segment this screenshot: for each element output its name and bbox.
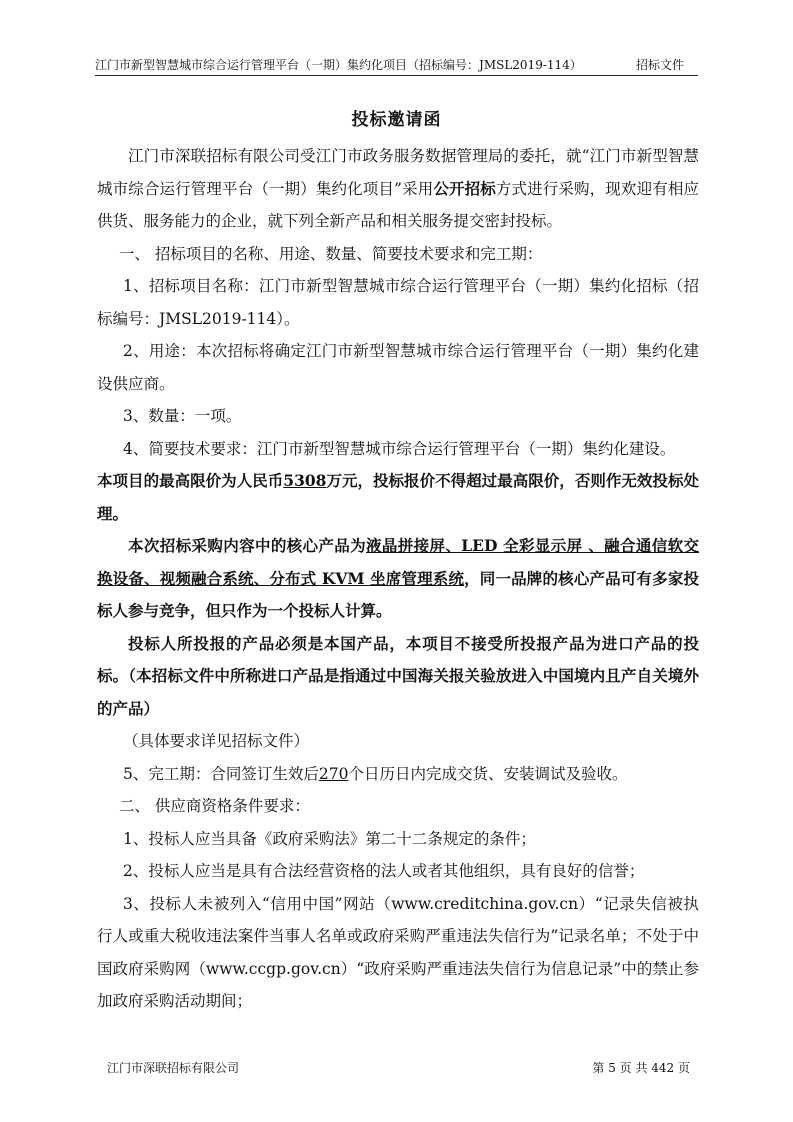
- header-document-type: 招标文件: [635, 58, 684, 72]
- item-2-purpose: 2、用途：本次招标将确定江门市新型智慧城市综合运行管理平台（一期）集约化建设供应商。: [97, 342, 699, 393]
- page-number: 第 5 页 共 442 页: [592, 1061, 690, 1075]
- item-5-completion-period: 5、完工期：合同签订生效后270个日历日内完成交货、安装调试及验收。: [123, 764, 628, 783]
- item-3-quantity: 3、数量：一项。: [123, 407, 242, 425]
- page-header: [95, 55, 698, 76]
- footer-company: 江门市深联招标有限公司: [107, 1061, 240, 1075]
- domestic-products-paragraph: 投标人所投报的产品必须是本国产品，本项目不接受所投报产品为进口产品的投标。（本招标文件中所称进口产品是指通过中国海关报关验放进入中国境内且产自关境外的产品）: [97, 633, 699, 718]
- page-footer: [107, 1059, 690, 1079]
- core-products-list: 液晶拼接屏、LED 全彩显示屏 、融合通信软交换设备、视频融合系统、分布式 KVM 坐席管理系统: [97, 536, 699, 588]
- document-title: 投标邀请函: [351, 110, 442, 130]
- core-products-paragraph: 本次招标采购内容中的核心产品为液晶拼接屏、LED 全彩显示屏 、融合通信软交换设备、视频融合系统、分布式 KVM 坐席管理系统，同一品牌的核心产品可有多家投标人参与竞争，但只作为一个投标人计算。: [97, 536, 699, 620]
- item-4-tech-requirements: 4、简要技术要求：江门市新型智慧城市综合运行管理平台（一期）集约化建设。: [123, 439, 676, 458]
- price-limit-value: 5308: [283, 471, 327, 490]
- item-1-project-name: 1、招标项目名称：江门市新型智慧城市综合运行管理平台（一期）集约化招标（招标编号：JMSL2019-114）。: [97, 277, 699, 328]
- qualification-2: 2、投标人应当是具有合法经营资格的法人或者其他组织，具有良好的信誉；: [123, 862, 645, 880]
- document-body: [97, 140, 699, 1018]
- price-limit-paragraph: 本项目的最高限价为人民币5308万元，投标报价不得超过最高限价，否则作无效投标处理。: [97, 471, 699, 523]
- completion-days: 270: [318, 764, 349, 783]
- procurement-method: 公开招标: [433, 178, 496, 198]
- header-project-title: 江门市新型智慧城市综合运行管理平台（一期）集约化项目（招标编号：JMSL2019-114）: [95, 58, 582, 72]
- section-1-heading: 一、 招标项目的名称、用途、数量、简要技术要求和完工期：: [119, 244, 543, 263]
- details-note: （具体要求详见招标文件）: [123, 732, 310, 750]
- section-2-heading: 二、 供应商资格条件要求：: [119, 797, 310, 815]
- qualification-1: 1、投标人应当具备《政府采购法》第二十二条规定的条件；: [123, 829, 536, 848]
- intro-paragraph: 江门市深联招标有限公司受江门市政务服务数据管理局的委托，就“江门市新型智慧城市综合运行管理平台（一期）集约化项目”采用公开招标方式进行采购，现欢迎有相应供货、服务能力的企业，就下列全新产品和相关服务提交密封投标。: [97, 147, 699, 230]
- qualification-3: 3、投标人未被列入“信用中国”网站（www.creditchina.gov.cn）“记录失信被执行人或重大税收违法案件当事人名单或政府采购严重违法失信行为”记录名单；不处于中国政府采购网（www.ccgp.gov.cn）“政府采购严重违法失信行为信息记录”中的禁止参加政府采购活动期间；: [97, 894, 699, 1010]
